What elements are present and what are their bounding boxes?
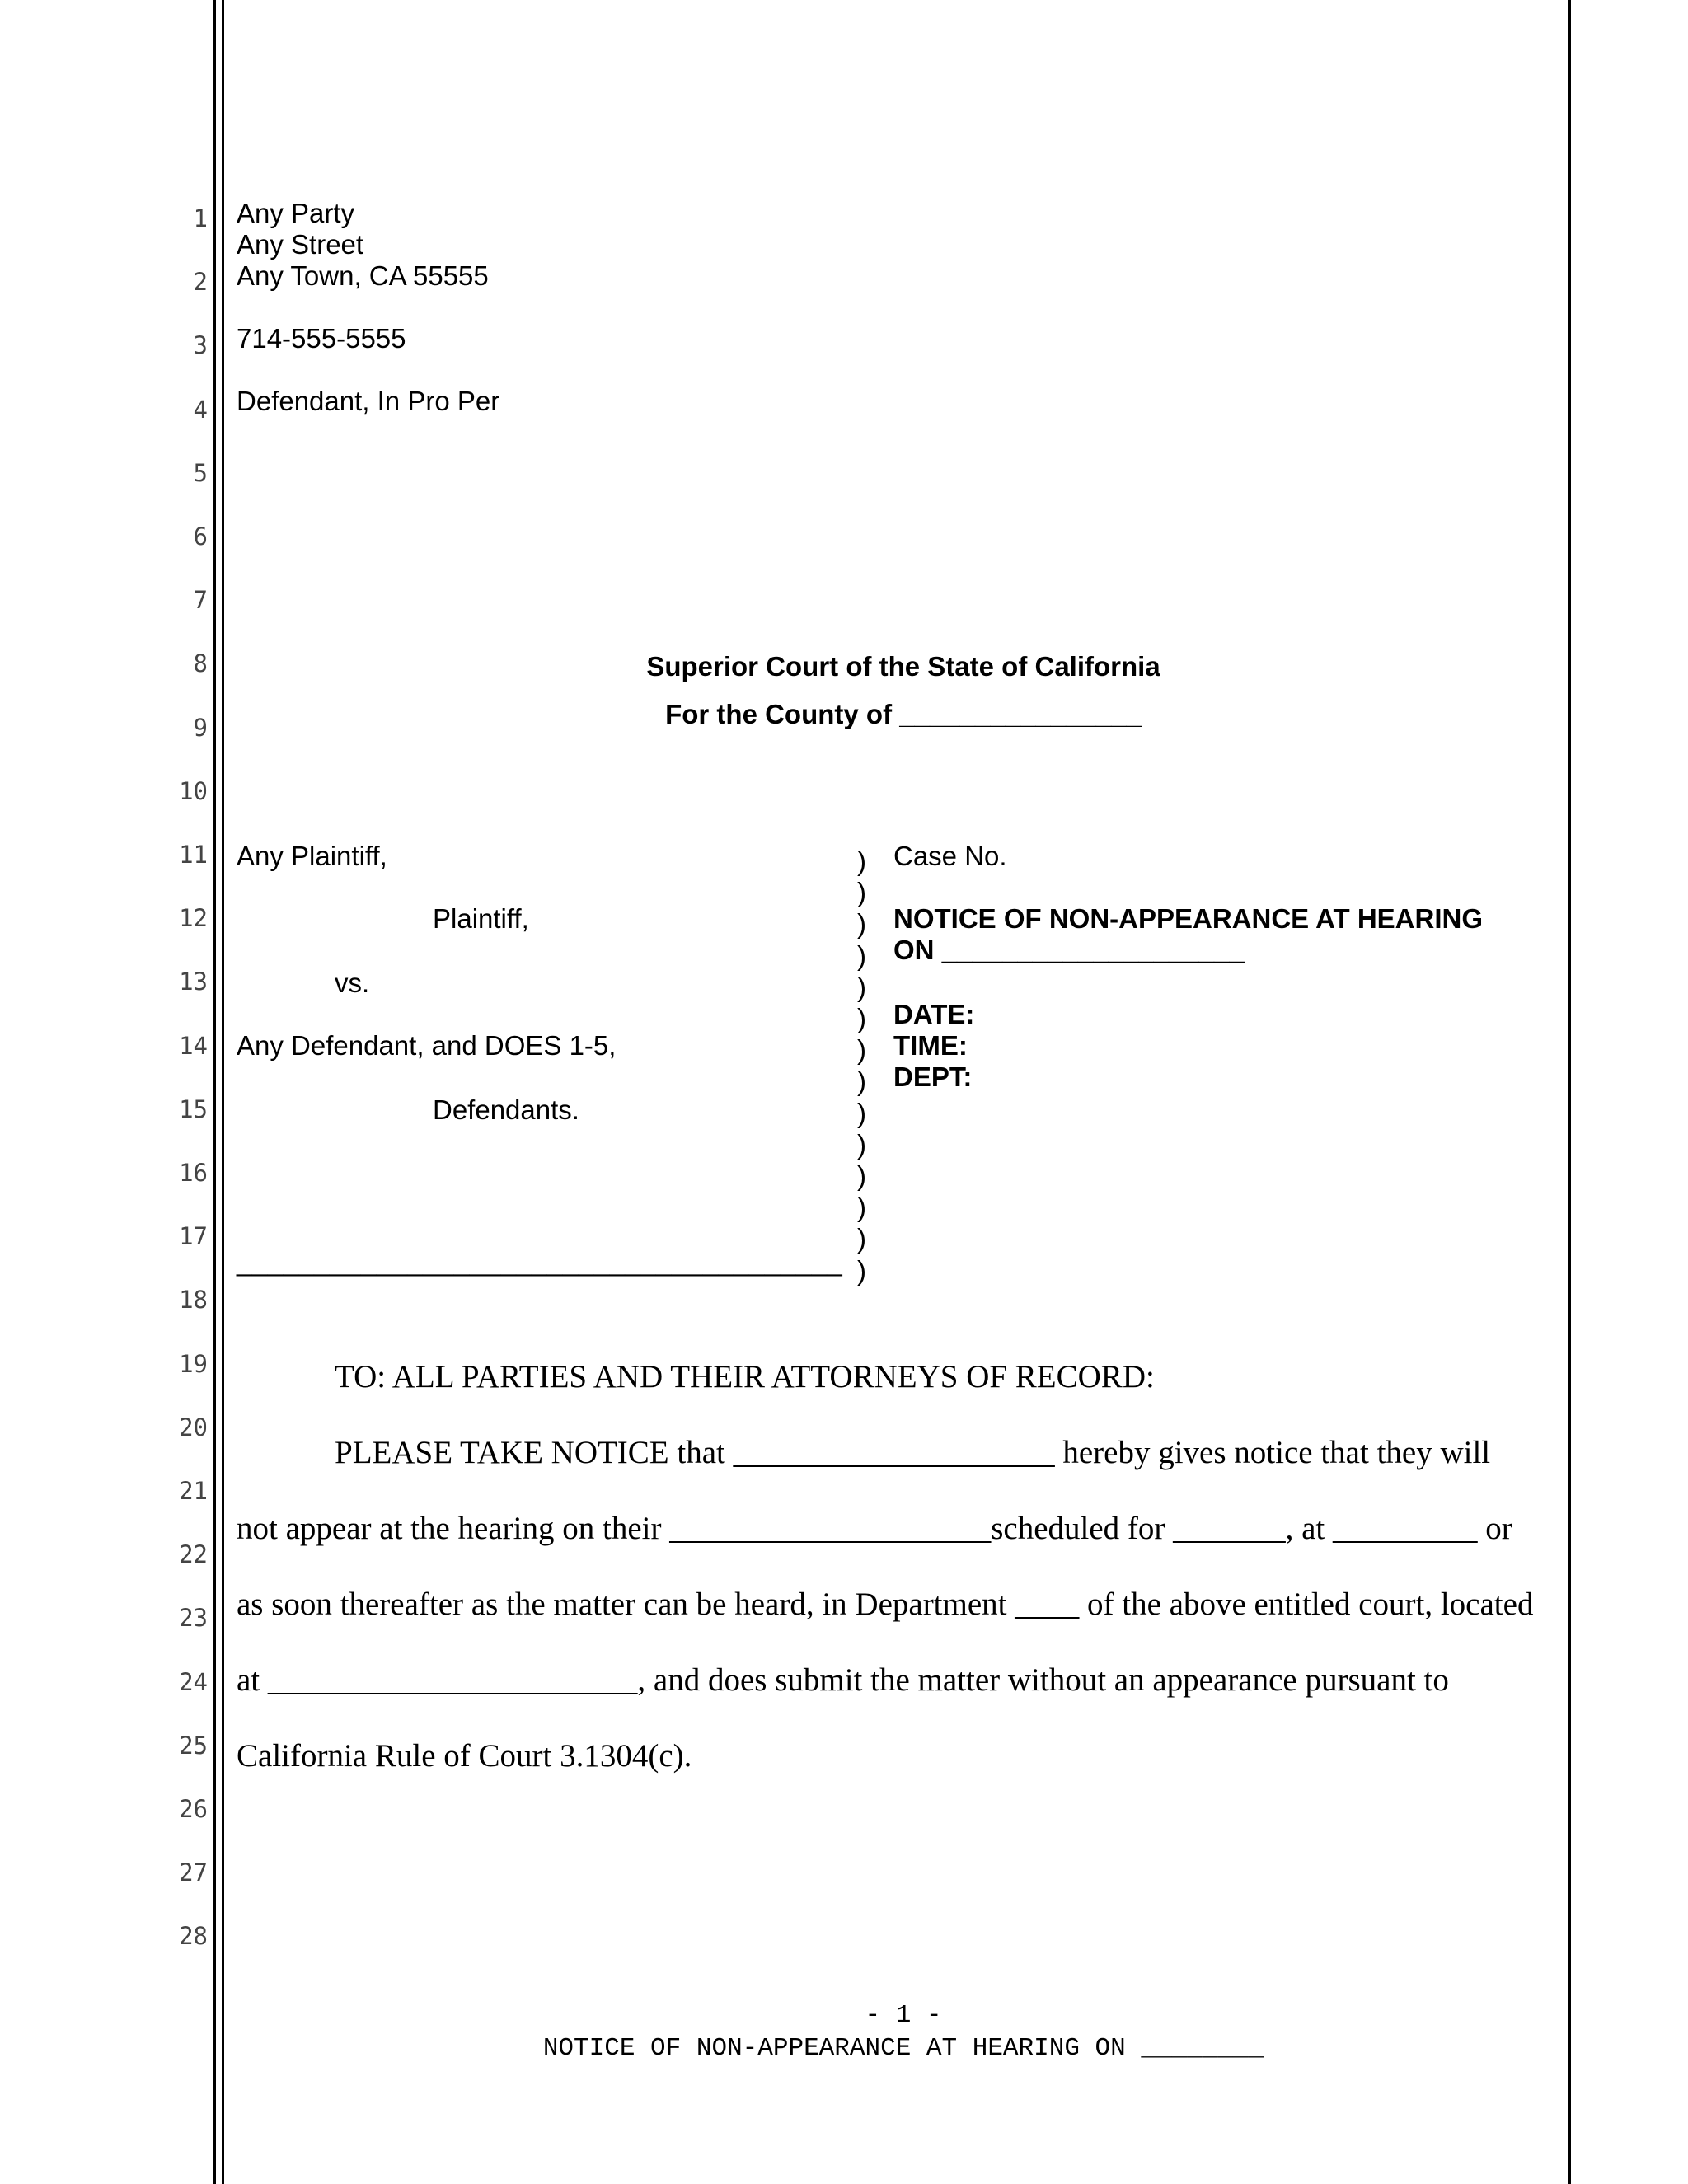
party-phone: 714-555-5555 (237, 323, 406, 354)
caption-vs: vs. (335, 968, 370, 998)
caption-plaintiff-role: Plaintiff, (433, 903, 529, 934)
hearing-date-label: DATE: (893, 999, 975, 1029)
document-title-line-1: NOTICE OF NON-APPEARANCE AT HEARING (893, 903, 1484, 934)
line-number: 21 (179, 1477, 208, 1505)
line-number: 2 (193, 268, 208, 297)
body-line-3: as soon thereafter as the matter can be heard, in Department ____ of the above entitled court, located (237, 1586, 1534, 1622)
caption-paren: ) (857, 1223, 866, 1254)
footer-title: NOTICE OF NON-APPEARANCE AT HEARING ON ________ (542, 2034, 1264, 2063)
line-number: 28 (179, 1922, 208, 1951)
left-margin-rule-inner (222, 0, 224, 2184)
party-street: Any Street (237, 229, 364, 260)
caption-paren: ) (857, 1003, 866, 1034)
caption-paren: ) (857, 1160, 866, 1192)
caption-paren: ) (857, 940, 866, 971)
document-title-line-2: ON ____________________ (893, 935, 1245, 965)
line-number: 12 (179, 904, 208, 933)
caption-paren: ) (857, 1192, 866, 1223)
line-number: 11 (179, 841, 208, 869)
party-city: Any Town, CA 55555 (237, 260, 489, 291)
line-number: 26 (179, 1795, 208, 1823)
body-to-line: TO: ALL PARTIES AND THEIR ATTORNEYS OF RECORD: (335, 1359, 1155, 1394)
line-number: 22 (179, 1540, 208, 1569)
body-line-5: California Rule of Court 3.1304(c). (237, 1738, 692, 1774)
line-number: 25 (179, 1731, 208, 1760)
line-number: 3 (193, 331, 208, 360)
caption-paren: ) (857, 877, 866, 908)
caption-paren: ) (857, 908, 866, 940)
caption-parentheses (857, 846, 866, 1286)
right-margin-rule (1568, 0, 1571, 2184)
footer-page-number: - 1 - (865, 2001, 942, 2030)
line-number: 16 (179, 1159, 208, 1187)
line-number: 10 (179, 776, 208, 805)
line-number: 9 (193, 713, 208, 742)
line-number: 27 (179, 1858, 208, 1887)
party-name: Any Party (237, 198, 355, 228)
line-number: 1 (193, 204, 208, 232)
line-number: 17 (179, 1222, 208, 1251)
line-number: 14 (179, 1031, 208, 1060)
caption-paren: ) (857, 1254, 866, 1286)
caption-defendant-role: Defendants. (433, 1094, 579, 1125)
document-title (893, 903, 1483, 966)
caption-paren: ) (857, 1128, 866, 1160)
party-block (237, 198, 489, 292)
line-number: 5 (193, 458, 208, 487)
caption-paren: ) (857, 846, 866, 876)
left-margin-rule-outer (213, 0, 216, 2184)
body-line-2: not appear at the hearing on their ____________________scheduled for _______, at _________ or (237, 1511, 1512, 1546)
caption-defendant: Any Defendant, and DOES 1-5, (237, 1030, 617, 1061)
line-number: 4 (193, 395, 208, 424)
party-role: Defendant, In Pro Per (237, 386, 500, 416)
body-line-4: at _______________________, and does submit the matter without an appearance pursuant to (237, 1662, 1449, 1698)
line-number: 23 (179, 1604, 208, 1633)
hearing-details (893, 999, 974, 1093)
line-number: 7 (193, 586, 208, 615)
body-line-1: PLEASE TAKE NOTICE that ____________________ hereby gives notice that they will (335, 1435, 1491, 1470)
line-number: 19 (179, 1349, 208, 1378)
caption-underline: _______________________________________ (237, 1246, 843, 1277)
line-number: 18 (179, 1286, 208, 1315)
caption-paren: ) (857, 1066, 866, 1097)
court-title: Superior Court of the State of California (646, 651, 1160, 682)
court-county: For the County of ________________ (665, 699, 1142, 729)
caption-paren: ) (857, 971, 866, 1002)
hearing-dept-label: DEPT: (893, 1062, 973, 1092)
caption-paren: ) (857, 1034, 866, 1066)
hearing-time-label: TIME: (893, 1030, 968, 1061)
line-number: 24 (179, 1667, 208, 1696)
case-number-label: Case No. (893, 841, 1007, 871)
line-number: 13 (179, 968, 208, 996)
caption-plaintiff: Any Plaintiff, (237, 841, 387, 871)
caption-paren: ) (857, 1097, 866, 1128)
line-number: 20 (179, 1413, 208, 1441)
line-number: 8 (193, 649, 208, 678)
line-number: 15 (179, 1094, 208, 1123)
line-number: 6 (193, 523, 208, 551)
